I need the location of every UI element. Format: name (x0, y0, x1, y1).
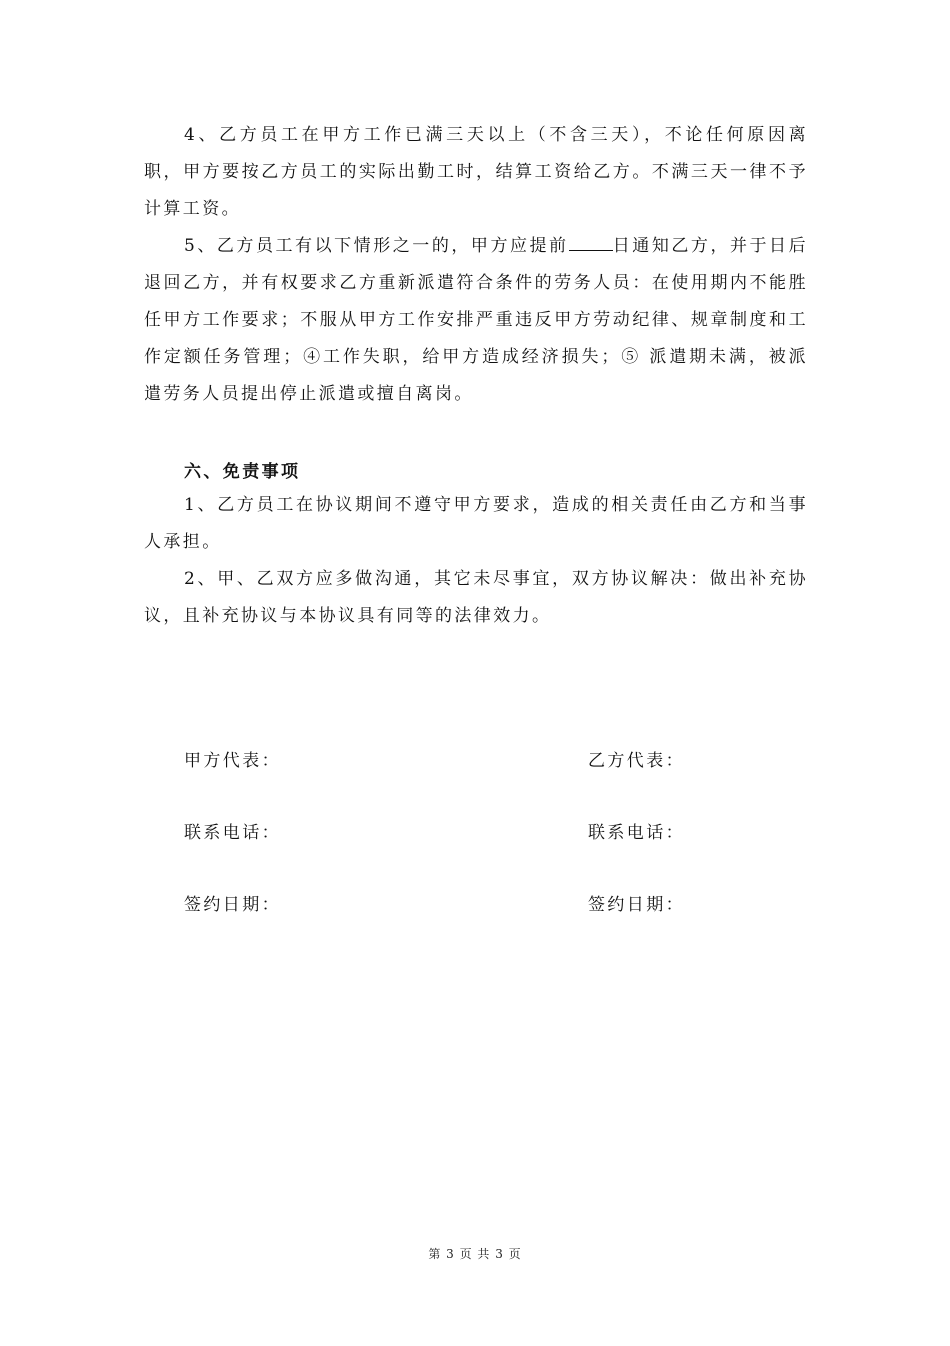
party-a-phone: 联系电话： (184, 823, 281, 843)
party-b-sign-date: 签约日期： (588, 895, 685, 915)
clause-6-2: 2、甲、乙双方应多做沟通，其它未尽事宜，双方协议解决：做出补充协议，且补充协议与本协议具有同等的法律效力。 (144, 569, 808, 626)
section-6-heading: 六、免责事项 (184, 462, 301, 482)
clause-5-5-text-end: 日通知乙方，并于日后退回乙方，并有权要求乙方重新派遣符合条件的劳务人员：在使用期内不能胜任甲方工作要求；不服从甲方工作安排严重违反甲方劳动纪律、规章制度和工作定额任务管理；④工作失职，给甲方造成经济损失；⑤ 派遣期未满，被派遣劳务人员提出停止派遣或擅自离岗。 (144, 236, 808, 404)
clause-5-5-text-start: 5、乙方员工有以下情形之一的，甲方应提前 (184, 236, 569, 256)
party-a-sign-date: 签约日期： (184, 895, 281, 915)
days-blank (569, 236, 613, 251)
page-number-footer: 第 3 页 共 3 页 (428, 1247, 522, 1261)
party-b-representative: 乙方代表： (588, 751, 685, 771)
clause-5-4: 4、乙方员工在甲方工作已满三天以上（不含三天），不论任何原因离职，甲方要按乙方员工的实际出勤工时，结算工资给乙方。不满三天一律不予计算工资。 (144, 125, 808, 219)
clause-5-5 (144, 228, 808, 413)
party-b-phone: 联系电话： (588, 823, 685, 843)
clause-6-1: 1、乙方员工在协议期间不遵守甲方要求，造成的相关责任由乙方和当事人承担。 (144, 495, 808, 552)
party-a-representative: 甲方代表： (184, 751, 281, 771)
